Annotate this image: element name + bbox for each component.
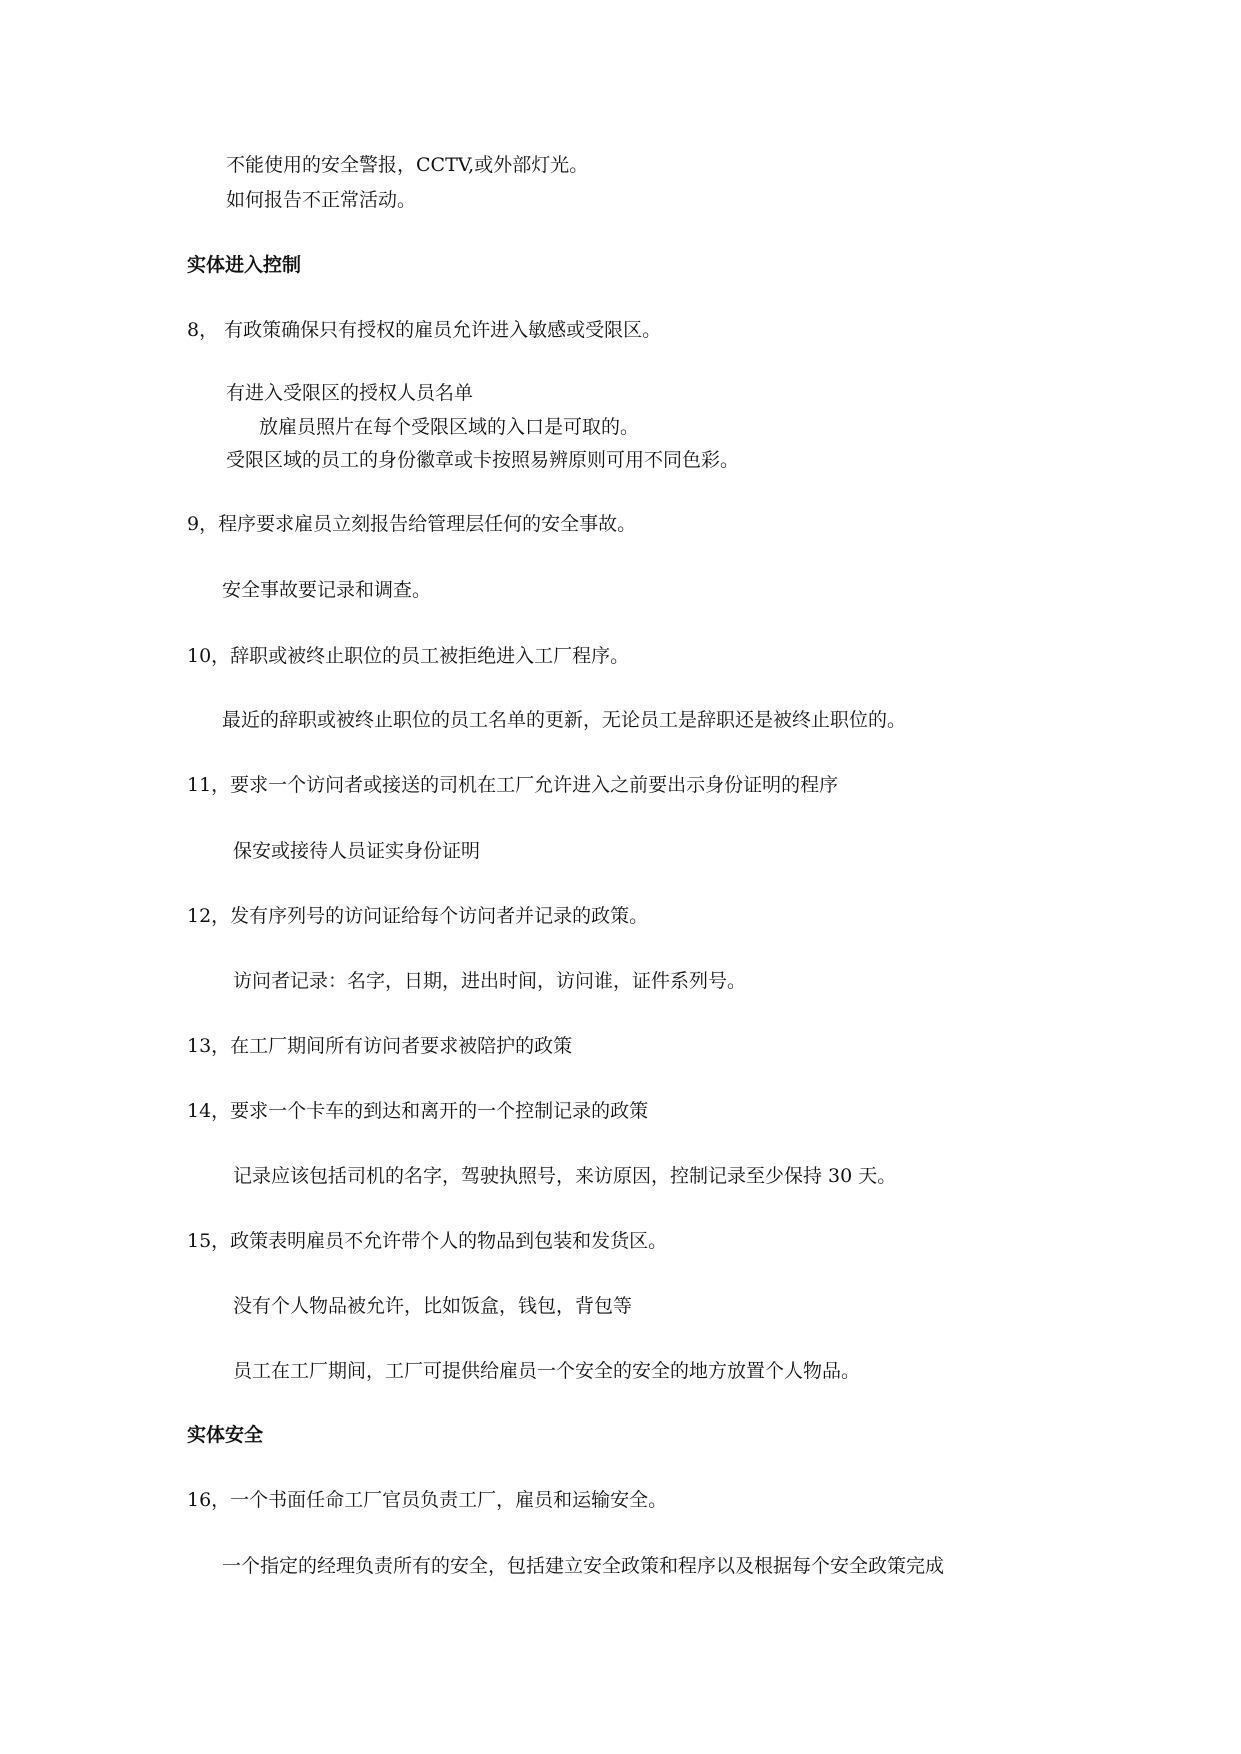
detail-line: 安全事故要记录和调查。	[222, 579, 432, 601]
section-heading: 实体安全	[187, 1424, 264, 1446]
item-15: 15，政策表明雇员不允许带个人的物品到包装和发货区。	[187, 1230, 668, 1252]
detail-line: 保安或接待人员证实身份证明	[233, 840, 481, 862]
detail-line: 一个指定的经理负责所有的安全，包括建立安全政策和程序以及根据每个安全政策完成	[222, 1555, 945, 1577]
item-12: 12，发有序列号的访问证给每个访问者并记录的政策。	[187, 905, 649, 927]
item-10: 10，辞职或被终止职位的员工被拒绝进入工厂程序。	[187, 645, 630, 667]
item-11: 11，要求一个访问者或接送的司机在工厂允许进入之前要出示身份证明的程序	[187, 774, 839, 796]
detail-line: 最近的辞职或被终止职位的员工名单的更新，无论员工是辞职还是被终止职位的。	[222, 709, 907, 731]
detail-line: 员工在工厂期间，工厂可提供给雇员一个安全的安全的地方放置个人物品。	[233, 1360, 861, 1382]
detail-line: 有进入受限区的授权人员名单	[226, 382, 474, 404]
section-heading: 实体进入控制	[187, 254, 302, 276]
bullet-line: 不能使用的安全警报，CCTV,或外部灯光。	[226, 154, 589, 176]
item-13: 13，在工厂期间所有访问者要求被陪护的政策	[187, 1035, 573, 1057]
detail-line: 受限区域的员工的身份徽章或卡按照易辨原则可用不同色彩。	[226, 449, 740, 471]
detail-line: 没有个人物品被允许，比如饭盒，钱包，背包等	[233, 1295, 633, 1317]
item-14: 14，要求一个卡车的到达和离开的一个控制记录的政策	[187, 1100, 649, 1122]
item-8: 8， 有政策确保只有授权的雇员允许进入敏感或受限区。	[187, 319, 662, 341]
item-16: 16，一个书面任命工厂官员负责工厂，雇员和运输安全。	[187, 1489, 668, 1511]
detail-line: 放雇员照片在每个受限区域的入口是可取的。	[259, 416, 640, 438]
bullet-line: 如何报告不正常活动。	[226, 189, 417, 211]
item-9: 9，程序要求雇员立刻报告给管理层任何的安全事故。	[187, 513, 637, 535]
detail-line: 记录应该包括司机的名字，驾驶执照号，来访原因，控制记录至少保持 30 天。	[233, 1165, 897, 1187]
detail-line: 访问者记录：名字，日期，进出时间，访问谁，证件系列号。	[233, 970, 747, 992]
